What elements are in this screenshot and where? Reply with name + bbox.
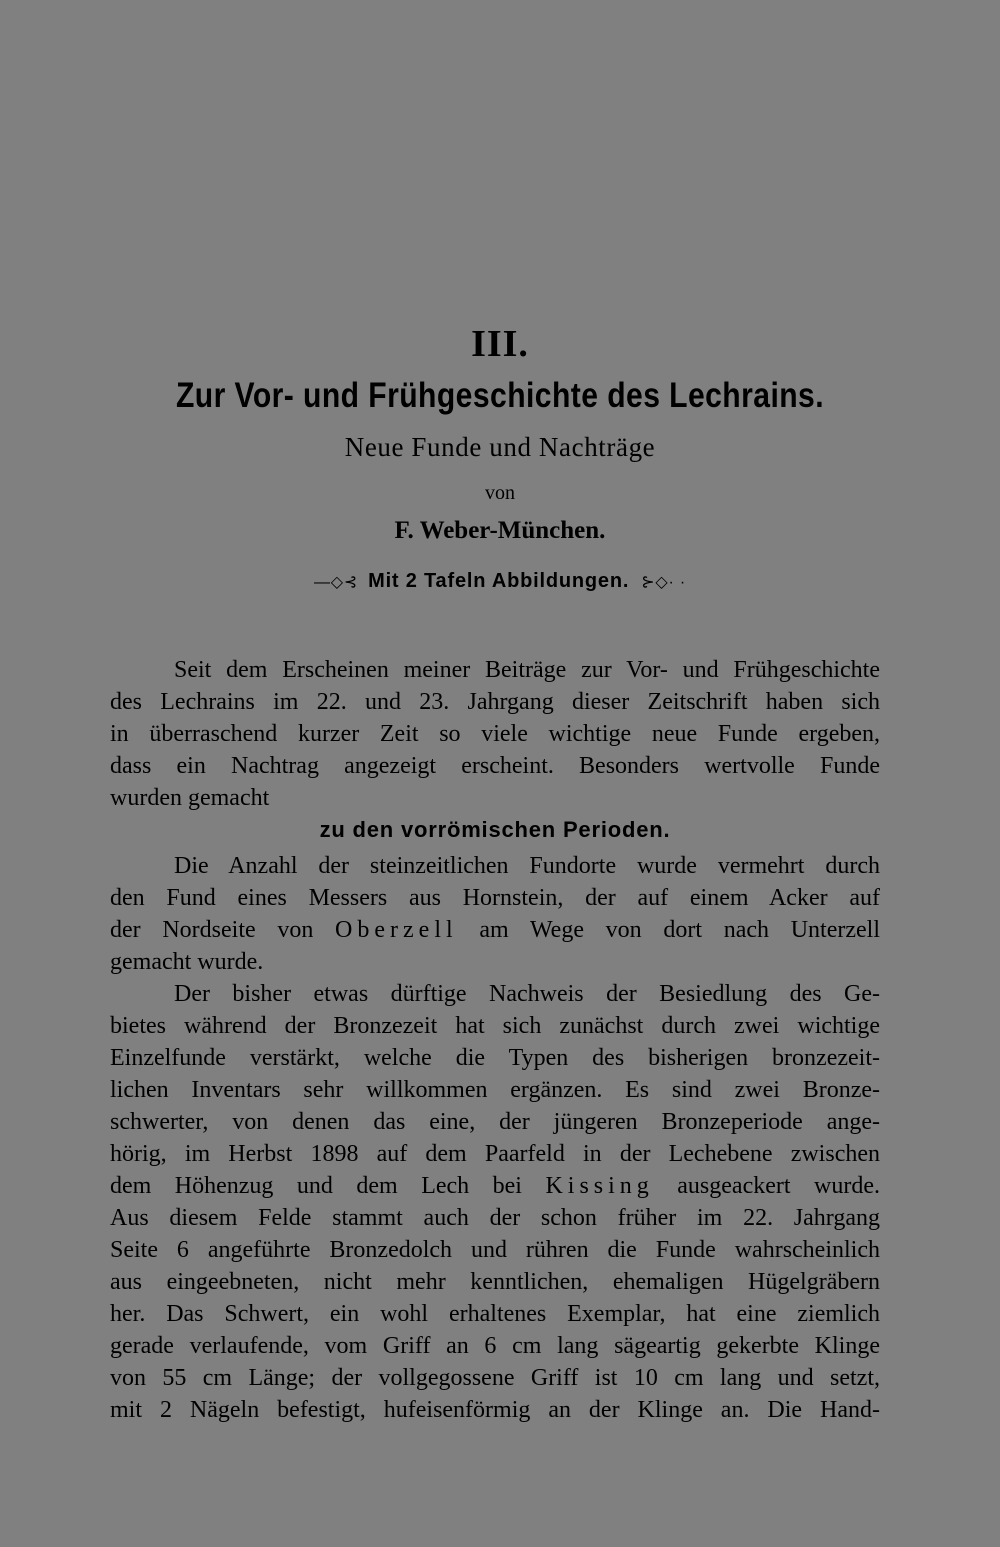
place-name-oberzell: Oberzell: [335, 917, 458, 943]
paragraph-line: aus eingeebneten, nicht mehr kenntlichen, ehemaligen Hügelgräbern: [110, 1269, 880, 1295]
article-subtitle: Neue Funde und Nachträge: [344, 432, 656, 462]
paragraph-2: [110, 850, 880, 978]
paragraph-line: Die Anzahl der steinzeitlichen Fundorte wurde vermehrt durch: [174, 853, 880, 879]
paragraph-line: schwerter, von denen das eine, der jüngeren Bronzeperiode ange-: [110, 1109, 880, 1135]
paragraph-line: Einzelfunde verstärkt, welche die Typen des bisherigen bronzezeit-: [110, 1045, 880, 1071]
ornament-left-icon: —◇⊰: [313, 573, 359, 591]
paragraph-line: hörig, im Herbst 1898 auf dem Paarfeld in der Lechebene zwischen: [110, 1141, 880, 1167]
paragraph-line: in überraschend kurzer Zeit so viele wichtige neue Funde ergeben,: [110, 721, 880, 747]
paragraph-1: [110, 654, 880, 814]
paragraph-line: lichen Inventars sehr willkommen ergänzen. Es sind zwei Bronze-: [110, 1077, 880, 1103]
section-heading: zu den vorrömischen Perioden.: [319, 817, 671, 842]
text-segment: ausgeackert wurde.: [653, 1173, 880, 1199]
article-title: Zur Vor- und Frühgeschichte des Lechrains.: [175, 376, 825, 415]
paragraph-line: Der bisher etwas dürftige Nachweis der Besiedlung des Ge-: [174, 981, 880, 1007]
paragraph-line: den Fund eines Messers aus Hornstein, der auf einem Acker auf: [110, 885, 880, 911]
place-name-kissing: Kissing: [545, 1173, 654, 1199]
chapter-numeral: III.: [471, 323, 529, 365]
paragraph-line: dass ein Nachtrag angezeigt erscheint. Besonders wertvolle Funde: [110, 753, 880, 779]
paragraph-line: von 55 cm Länge; der vollgegossene Griff ist 10 cm lang und setzt,: [110, 1365, 880, 1391]
plates-text: Mit 2 Tafeln Abbildungen.: [368, 570, 630, 592]
author-name: F. Weber-München.: [394, 517, 606, 544]
paragraph-line: mit 2 Nägeln befestigt, hufeisenförmig an der Klinge an. Die Hand-: [110, 1397, 880, 1423]
paragraph-line: [110, 914, 880, 946]
paragraph-line: gerade verlaufende, vom Griff an 6 cm lang sägeartig gekerbte Klinge: [110, 1333, 880, 1359]
ornament-right-icon: ⊱◇· ·: [641, 573, 687, 591]
body-text: [110, 654, 880, 1426]
plates-note: [0, 570, 1000, 593]
paragraph-line: gemacht wurde.: [110, 949, 264, 975]
text-segment: der Nordseite von: [110, 917, 336, 943]
paragraph-line: wurden gemacht: [110, 785, 270, 811]
text-segment: am Wege von dort nach Unterzell: [457, 917, 881, 943]
paragraph-line: Seit dem Erscheinen meiner Beiträge zur Vor- und Frühgeschichte: [174, 657, 880, 683]
paragraph-line: her. Das Schwert, ein wohl erhaltenes Exemplar, hat eine ziemlich: [110, 1301, 880, 1327]
paragraph-line: bietes während der Bronzezeit hat sich zunächst durch zwei wichtige: [110, 1013, 880, 1039]
byline-von: von: [485, 482, 515, 504]
paragraph-3: [110, 978, 880, 1426]
text-segment: dem Höhenzug und dem Lech bei: [110, 1173, 546, 1199]
paragraph-line: Seite 6 angeführte Bronzedolch und rühren die Funde wahrscheinlich: [110, 1237, 880, 1263]
paragraph-line: [110, 1170, 880, 1202]
paragraph-line: des Lechrains im 22. und 23. Jahrgang dieser Zeitschrift haben sich: [110, 689, 880, 715]
paragraph-line: Aus diesem Felde stammt auch der schon früher im 22. Jahrgang: [110, 1205, 880, 1231]
